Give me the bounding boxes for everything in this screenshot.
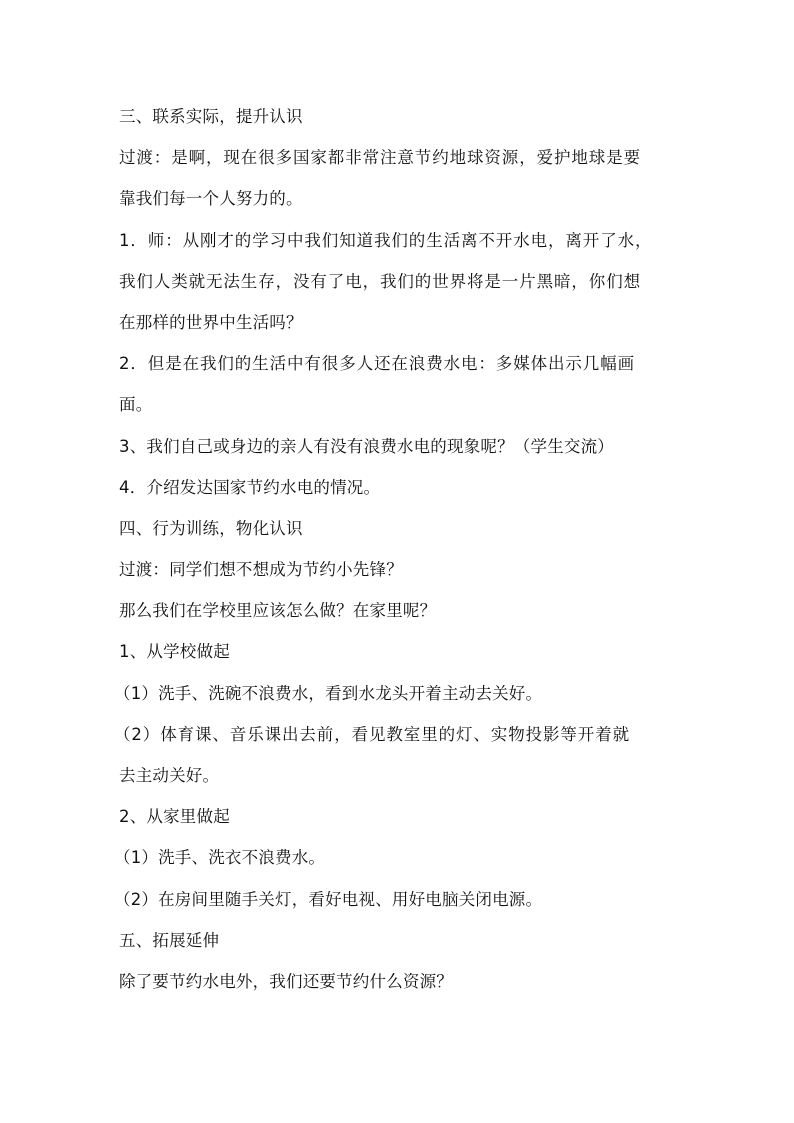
school-item-2-line: （2）体育课、音乐课出去前，看见教室里的灯、实物投影等开着就 bbox=[114, 724, 630, 744]
list-item-2-line: 面。 bbox=[119, 395, 153, 415]
list-item-1-line: 我们人类就无法生存，没有了电，我们的世界将是一片黑暗，你们想 bbox=[119, 271, 641, 291]
document-body bbox=[114, 101, 679, 1007]
list-item-3: 3、我们自己或身边的亲人有没有浪费水电的现象呢？（学生交流） bbox=[119, 436, 614, 456]
list-item-4: 4．介绍发达国家节约水电的情况。 bbox=[119, 477, 381, 497]
subheading-home: 2、从家里做起 bbox=[119, 807, 230, 827]
home-item-1: （1）洗手、洗衣不浪费水。 bbox=[114, 848, 326, 868]
home-item-2: （2）在房间里随手关灯，看好电视、用好电脑关闭电源。 bbox=[114, 889, 543, 909]
list-item-1-line: 1．师：从刚才的学习中我们知道我们的生活离不开水电，离开了水， bbox=[119, 230, 653, 250]
paragraph-line: 靠我们每一个人努力的。 bbox=[119, 189, 303, 209]
list-item-2-line: 2．但是在我们的生活中有很多人还在浪费水电：多媒体出示几幅画 bbox=[119, 354, 635, 374]
section-heading-5: 五、拓展延伸 bbox=[119, 930, 220, 950]
school-item-2-line: 去主动关好。 bbox=[119, 766, 220, 785]
paragraph-line: 那么我们在学校里应该怎么做？在家里呢？ bbox=[119, 601, 437, 621]
paragraph-line: 过渡：是啊，现在很多国家都非常注意节约地球资源，爱护地球是要 bbox=[119, 148, 641, 168]
list-item-1-line: 在那样的世界中生活吗？ bbox=[119, 312, 303, 332]
section-heading-3: 三、联系实际，提升认识 bbox=[119, 107, 303, 126]
section-heading-4: 四、行为训练，物化认识 bbox=[119, 518, 303, 538]
subheading-school: 1、从学校做起 bbox=[119, 642, 230, 662]
paragraph-line: 过渡：同学们想不想成为节约小先锋？ bbox=[119, 560, 403, 580]
paragraph-line: 除了要节约水电外，我们还要节约什么资源？ bbox=[119, 971, 453, 991]
school-item-1: （1）洗手、洗碗不浪费水，看到水龙头开着主动去关好。 bbox=[114, 683, 543, 703]
